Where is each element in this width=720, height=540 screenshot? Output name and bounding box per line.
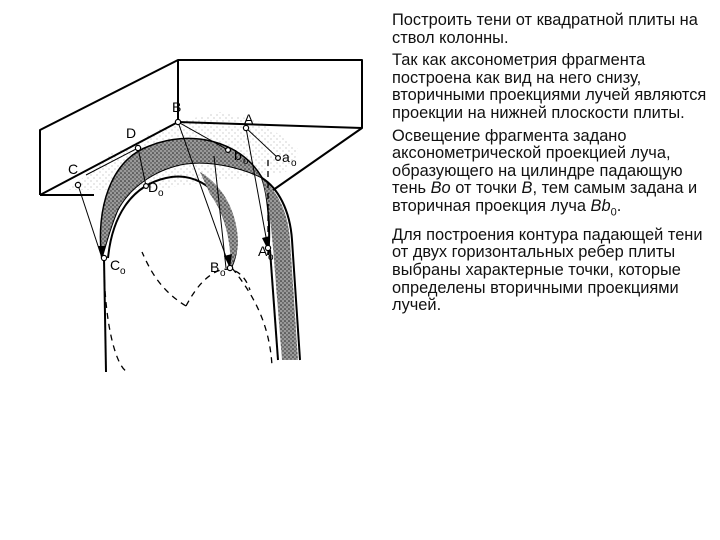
label-b0-small: b [234, 147, 242, 163]
paragraph-3-italic-b: B [521, 179, 533, 198]
dashed-construction-curve-mid2 [142, 252, 186, 306]
label-c0-sub: o [120, 266, 126, 277]
paragraph-3-italic-sub: 0 [610, 206, 617, 219]
paragraph-3-italic-bo: Bo [430, 179, 451, 198]
point-c [75, 182, 80, 187]
paragraph-3-part-1: Освещение фрагмента задано аксонометрической проекцией луча, образующего на цилиндре падающую тень [392, 126, 683, 198]
label-b: B [172, 99, 182, 115]
label-d0-sub: o [158, 188, 164, 199]
paragraph-2: Так как аксонометрия фрагмента построена как вид на него снизу, вторичными проекциями лучей являются проекции на нижней плоскости плиты. [392, 51, 707, 122]
label-a0: A [258, 243, 268, 259]
paragraph-3-part-3: , тем самым задана и вторичная проекция луча [392, 179, 698, 215]
dashed-construction-curve-right [232, 268, 272, 366]
label-a0-small: a [282, 149, 290, 165]
point-b0-small [226, 148, 231, 153]
explanation-text [392, 12, 714, 320]
label-c0: C [110, 257, 121, 273]
point-b [175, 119, 180, 124]
paragraph-3-italic-bb: Bb [590, 196, 611, 215]
paragraph-1: Построить тени от квадратной плиты на ствол колонны. [392, 11, 698, 47]
label-d0: D [148, 179, 159, 195]
point-c0 [101, 255, 106, 260]
label-a0-small-sub: o [291, 158, 297, 169]
paragraph-3 [392, 128, 714, 222]
paragraph-4: Для построения контура падающей тени от двух горизонтальных ребер плиты выбраны характерные точки, которые определены вторичными проекциями лучей. [392, 225, 703, 315]
label-d: D [126, 125, 137, 141]
left-shaft-edge [104, 258, 106, 372]
label-a0-sub: o [268, 252, 274, 263]
point-a0-small [276, 156, 281, 161]
point-d [135, 145, 140, 150]
label-b0: B [210, 259, 220, 275]
label-c: C [68, 161, 79, 177]
paragraph-3-part-4: . [616, 196, 622, 215]
point-b0 [227, 265, 232, 270]
label-b0-sub: o [220, 268, 226, 279]
label-b0-small-sub: o [243, 156, 249, 167]
label-a: A [244, 111, 254, 127]
paragraph-3-part-2: от точки [450, 179, 522, 198]
